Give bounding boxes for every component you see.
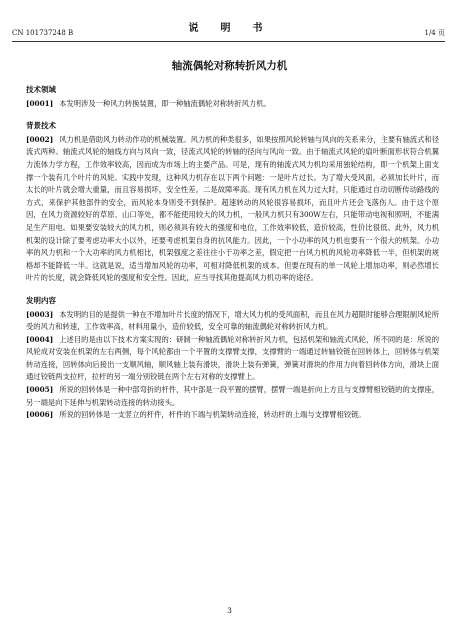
page-header	[12, 24, 445, 40]
paragraph	[26, 409, 439, 422]
header-title: 说 明 书	[188, 23, 269, 34]
header-rule	[12, 41, 445, 42]
paragraph-text: 上述目的是由以下技术方案实现的：研制一种轴流偶轮对称转折风力机，包括机架和轴流式风轮，所不同的是：所说的风轮成对安装在机架的左右两侧，每个风轮都由一个平置的支撑臂支撑，支撑臂的一端通过转轴铰链在回转体上，回转体与机架转动连接，回转体向后接出一支顺风轴，顺风轴上装有滑块，滑块上装有弹簧，弹簧对滑块的作用力向着回转体方向，滑块上面通过铰链两支拉杆，拉杆的另一端分别铰链在两个左右对称的支撑臂上。	[26, 334, 439, 382]
page-number: 3	[227, 606, 232, 615]
paragraph	[26, 384, 439, 409]
paragraph	[26, 334, 439, 384]
paragraph	[26, 98, 439, 111]
paragraph	[26, 309, 439, 334]
section-heading: 发明内容	[26, 295, 56, 305]
paragraph	[26, 134, 439, 285]
paragraph-number: [0006]	[26, 410, 54, 420]
paragraph-text: 本发明的目的是提供一种在不增加叶片长度的情况下，增大风力机的受风面积，而且在风力超限时能够合理限制风轮所受的风力和转速，工作效率高，材料用量小，造价较低，安全可靠的轴流偶轮对称转折风力机。	[26, 309, 439, 332]
paragraph-number: [0004]	[26, 334, 54, 344]
paragraph-text: 风力机是借助风力转动作功的机械装置。风力机的种类很多，如果按照风轮转轴与风向的关系来分，主要有轴流式和径流式两种。轴流式风轮的轴线方向与风向一致，径流式风轮的转轴的径向与风向一致。由于轴流式风轮的扇叶断面形状符合机翼力流体力学方程，工作效率较高，因而成为市场上的主要产品。可是，现有的轴流式风力机均采用独轮结构，即一个机架上面支撑一个装有几个叶片的风轮。实践中发现，这种风力机存在以下两个问题：一是叶片过长。为了增大受风面，必须加长叶片，而太长的叶片就会增大重量，而且容易损坏，安全性差。二是故障率高。现有风力机在风力过大时，只能通过自动切断传动路线的方式，来保护其他部件的安全，而风轮本身则受不到保护。超速转动的风轮很容易损坏，而且叶片还会飞落伤人。由于这个原因，在风力资源较好的草原、山口等处，都不能使用较大的风力机，一般风力机只有300W左右，只能带动电视和照明，不能满足生产用电。如果要安装较大的风力机，则必须具有较大的强度和电位，工作效率较低，造价较高，性价比很低。此外，风力机机架的设计除了要考虑功率大小以外，还要考虑机架自身的抗风能力。因此，一个小功率的风力机也要有一个很大的机架。小功率的风力机和一个大功率的风力机相比，机架强度之差往往小于功率之差，假定把一台风力机的风轮功率降低一半，但机架的规格却不能降低一半。这就是说，适当增加风轮的功率，可相对降低机架的成本。但要在现有的单一风轮上增加功率，则必然增长叶片的长度，就会降低风轮的强度和安全性。因此，应当寻找其他提高风力机功率的途径。	[26, 134, 439, 283]
paragraph-number: [0002]	[26, 134, 54, 144]
paragraph-text: 所说的回转体是一支竖立的杆件，杆件的下端与机架转动连接，转动杆的上端与支撑臂相铰链。	[59, 410, 366, 420]
paragraph-number: [0001]	[26, 98, 54, 108]
document-title: 轴流偶轮对称转折风力机	[171, 60, 288, 72]
document-body	[26, 84, 439, 422]
paragraph-number: [0003]	[26, 309, 54, 319]
page-indicator: 1/4 页	[424, 29, 445, 37]
section-heading: 技术领域	[26, 85, 56, 94]
paragraph-text: 本发明涉及一种风力转换装置，即一种轴流偶轮对称转折风力机。	[59, 98, 271, 108]
document-number: CN 101737248 B	[12, 29, 74, 37]
section-heading: 背景技术	[26, 121, 56, 131]
paragraph-text: 所说的回转体是一种中部弯折的杆件，其中部是一段平置的摆臂，摆臂一端是折向上方且与支撑臂相铰链的的支撑座，另一端是向下延伸与机架转动连接的转动接头。	[26, 385, 439, 407]
paragraph-number: [0005]	[26, 385, 54, 395]
